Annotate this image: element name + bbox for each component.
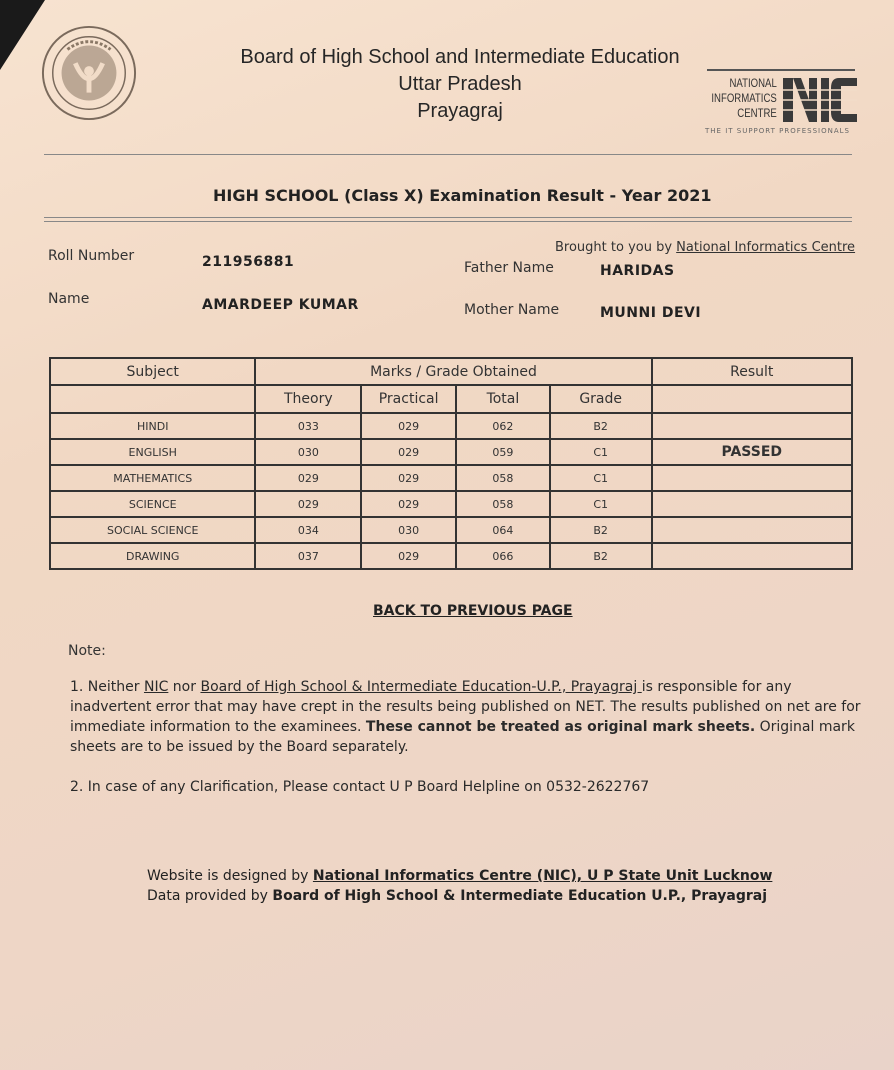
subject-cell: SOCIAL SCIENCE	[50, 517, 255, 543]
nic-logo	[705, 68, 857, 140]
exam-title: HIGH SCHOOL (Class X) Examination Result - Year 2021	[213, 186, 712, 205]
subject-cell: MATHEMATICS	[50, 465, 255, 491]
total-cell: 066	[456, 543, 550, 569]
board-header	[200, 44, 720, 125]
marks-header: Marks / Grade Obtained	[255, 358, 651, 385]
board-note-link[interactable]: Board of High School & Intermediate Education-U.P., Prayagraj	[200, 679, 642, 695]
practical-cell: 029	[361, 465, 456, 491]
total-cell: 062	[456, 413, 550, 439]
grade-cell: C1	[550, 439, 652, 465]
practical-cell: 030	[361, 517, 456, 543]
father-name-label: Father Name	[464, 260, 554, 276]
city-name: Prayagraj	[417, 100, 503, 122]
theory-cell: 030	[255, 439, 361, 465]
board-name: Board of High School and Intermediate Education	[240, 46, 680, 68]
practical-cell: 029	[361, 413, 456, 439]
grade-header: Grade	[550, 385, 652, 413]
table-row	[50, 465, 852, 491]
roll-number-label: Roll Number	[48, 248, 135, 264]
up-government-emblem	[40, 24, 138, 122]
back-to-previous-page-link[interactable]: BACK TO PREVIOUS PAGE	[373, 603, 573, 619]
result-cell	[652, 543, 852, 569]
father-name-value: HARIDAS	[600, 263, 675, 279]
result-cell	[652, 413, 852, 439]
practical-header: Practical	[361, 385, 456, 413]
nic-footer-link[interactable]: National Informatics Centre (NIC), U P State Unit Lucknow	[312, 868, 773, 884]
nic-logo-text: NATIONAL INFORMATICS CENTRE	[711, 76, 777, 120]
total-cell: 058	[456, 491, 550, 517]
total-header: Total	[456, 385, 550, 413]
nic-mark-icon	[783, 78, 857, 122]
subject-cell: SCIENCE	[50, 491, 255, 517]
practical-cell: 029	[361, 439, 456, 465]
table-header-row	[50, 358, 852, 385]
mother-name-value: MUNNI DEVI	[600, 305, 702, 321]
footer-line-1: Website is designed by National Informatics Centre (NIC), U P State Unit Lucknow	[147, 868, 773, 884]
grade-cell: C1	[550, 465, 652, 491]
practical-cell: 029	[361, 543, 456, 569]
practical-cell: 029	[361, 491, 456, 517]
subject-cell: DRAWING	[50, 543, 255, 569]
note-label: Note:	[68, 643, 106, 659]
grade-cell: B2	[550, 543, 652, 569]
table-row	[50, 517, 852, 543]
state-name: Uttar Pradesh	[398, 73, 522, 95]
page-corner-shadow	[0, 0, 45, 70]
result-cell	[652, 491, 852, 517]
grade-cell: B2	[550, 517, 652, 543]
table-subheader-row	[50, 385, 852, 413]
nic-link[interactable]: National Informatics Centre	[676, 240, 856, 255]
theory-cell: 029	[255, 465, 361, 491]
subject-cell: ENGLISH	[50, 439, 255, 465]
result-cell	[652, 517, 852, 543]
theory-cell: 029	[255, 491, 361, 517]
divider	[44, 154, 852, 155]
footer-line-2: Data provided by Board of High School & Intermediate Education U.P., Prayagraj	[147, 888, 768, 904]
footer	[147, 866, 772, 906]
roll-number-value: 211956881	[202, 254, 295, 270]
table-row	[50, 413, 852, 439]
theory-cell: 033	[255, 413, 361, 439]
total-cell: 064	[456, 517, 550, 543]
theory-cell: 037	[255, 543, 361, 569]
note-2: 2. In case of any Clarification, Please contact U P Board Helpline on 0532-2622767	[70, 779, 650, 795]
nic-tagline: THE IT SUPPORT PROFESSIONALS	[705, 127, 851, 135]
table-row	[50, 491, 852, 517]
note-1: 1. Neither NIC nor Board of High School & Intermediate Education-U.P., Prayagraj is responsible for any inadvertent error that may have crept in the results being published on NET. The results published on net are for immediate information to the examinees. These cannot be treated as original mark sheets. Original mark sheets are to be issued by the Board separately.	[70, 679, 861, 755]
table-row	[50, 543, 852, 569]
subject-header: Subject	[50, 358, 255, 385]
subject-cell: HINDI	[50, 413, 255, 439]
result-status: PASSED	[652, 439, 852, 465]
original-marksheet-warning: These cannot be treated as original mark sheets.	[365, 719, 756, 735]
name-value: AMARDEEP KUMAR	[202, 297, 359, 313]
mother-name-label: Mother Name	[464, 302, 560, 318]
brought-to-you: Brought to you by National Informatics Centre	[555, 240, 856, 255]
name-label: Name	[48, 291, 90, 307]
divider	[44, 217, 852, 218]
grade-cell: B2	[550, 413, 652, 439]
result-cell	[652, 465, 852, 491]
grade-cell: C1	[550, 491, 652, 517]
nic-note-link[interactable]: NIC	[143, 679, 169, 695]
result-header: Result	[652, 358, 852, 385]
total-cell: 058	[456, 465, 550, 491]
table-row	[50, 439, 852, 465]
theory-header: Theory	[255, 385, 361, 413]
divider	[44, 221, 852, 222]
theory-cell: 034	[255, 517, 361, 543]
results-table	[49, 357, 853, 570]
total-cell: 059	[456, 439, 550, 465]
